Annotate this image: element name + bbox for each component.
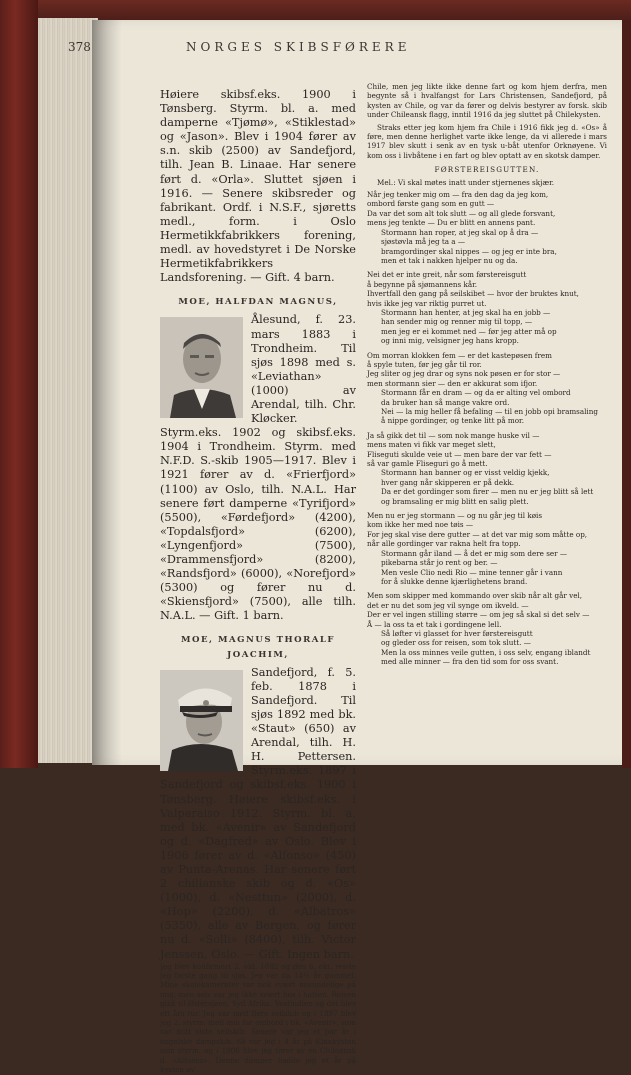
song-line: For jeg skal vise dere gutter — at det var mig som måtte op, xyxy=(367,529,588,539)
song-line: Da er det gordinger som firer — men nu er jeg blitt så lett xyxy=(381,487,594,497)
song-line: Stormann han henter, at jeg skal ha en jobb — xyxy=(381,307,551,317)
song-line: Stormann får en dram — og da er alting vel ombord xyxy=(381,388,571,398)
song-line: å begynne på sjømannens kår. xyxy=(367,279,478,289)
intro-paragraph: Høiere skibsf.eks. 1900 i Tønsberg. Styrm. bl. a. med damperne «Tjømø», «Stiklestad» og «Jason». Blev i 1904 fører av s.n. skib (2500) av Sandefjord, tilh. Jean B. Linaae. Har senere ført d. «Orla». Sluttet sjøen i 1916. — Senere skibsreder og fabrikant. Ordf. i N.S.F., sjøretts medl., form. i Oslo Hermetikkfabrikkers forening, medl. av hovedstyret i De Norske Hermetikfabrikkers Landsforening. — Gift. 4 barn. xyxy=(160,88,356,285)
song-line: det er nu det som jeg vil synge om ikveld. — xyxy=(367,600,529,610)
page-header xyxy=(68,40,608,60)
song-line: å spyle tuten, før jeg går til ror. xyxy=(367,359,482,369)
entry-name-halfdan: MOE, HALFDAN MAGNUS, xyxy=(178,297,338,308)
song-stanzas xyxy=(367,190,607,667)
song-line: Nei — la mig heller få befaling — til en jobb opi bramsaling xyxy=(381,407,598,416)
song-line: men et tak i nakken hjelper nu og da. xyxy=(381,255,518,265)
song-line: Stormann går iland — å det er mig som dere ser — xyxy=(381,548,568,558)
entry-text-halfdan: Ålesund, f. 23. mars 1883 i Trondheim. Til sjøs 1898 med s. «Leviathan» (1000) av Arendal, tilh. Chr. Kløcker. Styrm.eks. 1902 og skibsf.eks. 1904 i Trondheim. Styrm. med N.F.D. S.-skib 1905—1917. Blev i 1921 fører av d. «Frierfjord» (1100) av Oslo, tilh. N.A.L. Har senere ført damperne «Tyrifjord» (5500), «Førdefjord» (4200), «Topdalsfjord» (6200), «Lyngenfjord» (7500), «Drammensfjord» (8200), «Randsfjord» (6000), «Norefjord» (5300) og fører nu d. «Skiensfjord» (7500), alle tilh. N.A.L. — Gift. 1 barn. xyxy=(160,313,356,623)
song-line: Der er vel ingen stilling større — om jeg så skal si det selv — xyxy=(367,610,590,620)
song-line: Om morran klokken fem — er det kastepøsen frem xyxy=(367,350,552,360)
song-line: Ja så gikk det til — som nok mange huske vil — xyxy=(367,430,540,440)
song-stanza xyxy=(367,351,607,426)
book-binding xyxy=(0,0,38,768)
song-line: Nei det er inte greit, når som førstereisgutt xyxy=(367,270,527,280)
song-line: Så løfter vi glasset for hver førstereisgutt xyxy=(381,628,533,638)
song-line: han sender mig og renner mig til topp, — xyxy=(381,317,533,327)
song-line: så var gamle Fliseguri go å mett. xyxy=(367,459,488,469)
song-line: mens jeg tenkte — Du er blitt en annens pant. xyxy=(367,218,536,228)
song-line: Men vesle Clio nedi Rio — mine tenner går i vann xyxy=(381,567,563,577)
song-line: og bramsaling er mig blitt en salig plett. xyxy=(381,496,529,506)
song-line: kom ikke her med noe tøis — xyxy=(367,520,474,530)
entry-name-magnus: MOE, MAGNUS THORALF JOACHIM, xyxy=(180,635,336,660)
song-line: sjøstøvla må jeg ta a — xyxy=(381,237,466,247)
song-line: Jeg sliter og jeg drar og syns nok pøsen er for stor — xyxy=(367,369,561,379)
right-column xyxy=(367,82,607,672)
running-title: NORGES SKIBSFØRERE xyxy=(186,40,411,54)
page-edges xyxy=(38,18,98,763)
spine-shadow xyxy=(92,20,122,765)
song-line: Stormann han roper, at jeg skal op å dra — xyxy=(381,227,539,237)
song-melody: Mel.: Vi skal møtes inatt under stjernenes skjær. xyxy=(377,177,555,187)
song-line: pikebarna står jo rent og ber. — xyxy=(381,558,498,568)
song-line: Men som skipper med kommando over skib når alt går vel, xyxy=(367,591,583,601)
song-line: med alle minner — fra den tid som for oss svant. xyxy=(381,657,559,667)
entry-text-magnus: Sandefjord, f. 5. feb. 1878 i Sandefjord. Til sjøs 1892 med bk. «Staut» (650) av Arendal, tilh. H. H. Pettersen. Styrm.eks. 1897 i Sandefjord og skibsf.eks. 1900 i Tønsberg. Høiere skibsf.eks. i Valparaiso 1912. Styrm. bl. a. med bk. «Avenir» av Sandefjord og d. «Dagfred» av Oslo. Blev i 1906 fører av d. «Alfonso» (450) av Punta-Arenas. Har senere ført 2 chilianske skib og d. «Os» (1000), d. «Nesttun» (2000), d. «Hop» (2200), d. «Albatros» (5350), alle av Bergen, og fører nu d. «Solli» (8400), tilh. Victor Jenssen, Oslo. — Gift. Ingen barn. xyxy=(160,665,356,961)
prose-paragraph-1: Chile, men jeg likte ikke denne fart og kom hjem derfra, men begynte så i hvalfangst for Lars Christensen, Sandefjord, på kysten av Chile, og var da fører og delvis bestyrer av forsk. skib under Chileansk flagg, inntil 1916 da jeg sluttet på Chilekysten. xyxy=(367,82,607,120)
song-line: ombord første gang som en gutt — xyxy=(367,199,495,209)
song-line: Da var det som alt tok slutt — og all glede forsvant, xyxy=(367,208,556,218)
song-stanza xyxy=(367,511,607,586)
song-line: mens maten vi fikk var meget slett, xyxy=(367,440,496,450)
song-title: FØRSTEREISGUTTEN. xyxy=(434,165,540,175)
song-stanza xyxy=(367,591,607,666)
song-line: Stormann han banner og er visst veldig kjekk, xyxy=(381,468,550,478)
song-line: da bruker han så mange vakre ord. xyxy=(381,397,510,407)
song-stanza xyxy=(367,431,607,506)
left-column xyxy=(160,88,356,1075)
song-line: Men nu er jeg stormann — og nu går jeg til køis xyxy=(367,511,543,521)
portrait-photo-magnus xyxy=(160,670,243,771)
song-line: Å — la oss ta et tak i gordingene lell. xyxy=(367,619,502,629)
song-line: for å slukke denne kjærlighetens brand. xyxy=(381,576,528,586)
song-stanza xyxy=(367,270,607,345)
song-line: bramgordinger skal nippes — og jeg er inte bra, xyxy=(381,246,557,256)
page-number: 378 xyxy=(68,40,91,54)
song-line: Men la oss minnes veile gutten, i oss selv, engang iblandt xyxy=(381,647,591,657)
song-line: å nippe gordinger, og tenke litt på mor. xyxy=(381,416,524,426)
book-cover-right xyxy=(622,20,631,768)
song-line: Fliseguti skulde veie ut — men bare der var fett — xyxy=(367,449,552,459)
song-stanza xyxy=(367,190,607,265)
song-line: Ihvertfall den gang på seilskibet — hvor der bruktes knut, xyxy=(367,289,579,299)
song-line: men stormann sier — den er akkurat som ifjor. xyxy=(367,378,538,388)
portrait-photo-halfdan xyxy=(160,317,243,418)
song-line: Når jeg tenker mig om — fra den dag da jeg kom, xyxy=(367,190,549,200)
song-line: men jeg er ei kommet ned — før jeg atter må op xyxy=(381,326,557,336)
song-line: hver gang når skipperen er på dekk. xyxy=(381,477,515,487)
song-line: hvis ikke jeg var riktig purret ut. xyxy=(367,298,487,308)
song-line: og inni mig, velsigner jeg hans kropp. xyxy=(381,336,519,346)
song-line: når alle gordinger var rakna helt fra topp. xyxy=(367,539,521,549)
entry-note-magnus: Jeg blev konfirmert 2. okt. 1892 og den 6. okt. reiste jeg første gang til sjøs. Jeg var da 14½ år gammel. Mine skolekamerater var nok svært misundelige på mig, men selv var jeg ikke svært hos i hatten. Reisen gikk til Østersjøen, Syd Afrika, Vestindien og det blev ett års tur. Jeg var med flere seilskib og i 1897 blev jeg 2. styrm. med min far ombord i bk. «Avenir», som var mitt siste seilskib. Senere var jeg et par år i engelske dampskib. Så var jeg i 4 år på Kinakysten som styrm. og i 1906 blev jeg fører av en Chileansk d. «Alfonso». Denne damper hadde jeg et år på kysten av xyxy=(160,961,356,1075)
prose-paragraph-2: Straks etter jeg kom hjem fra Chile i 1916 fikk jeg d. «Os» å føre, men denne herlighet varte ikke lenge, da vi allerede i mars 1917 blev skutt i senk av en tysk u-båt utenfor Orknøyene. Vi kom oss i livbåtene i en fart og blev optatt av en skotsk damper. xyxy=(367,122,607,160)
song-line: og gleder oss for reisen, som tok slutt. — xyxy=(381,638,531,648)
